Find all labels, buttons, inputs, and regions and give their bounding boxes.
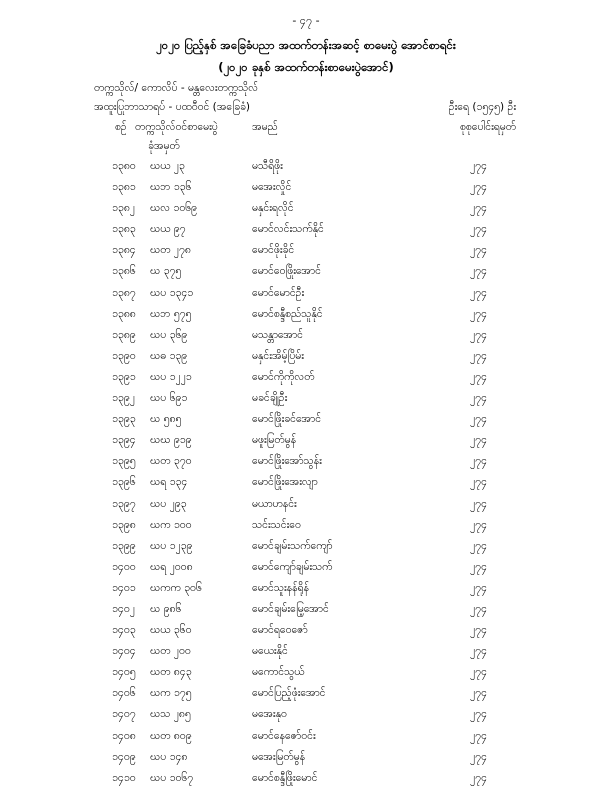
exam-id: ဃသ ၂၈၅: [150, 708, 191, 721]
row-number: ၁၃၈၃: [112, 223, 136, 236]
row-number: ၁၃၉၂: [112, 392, 135, 405]
table-row: [0, 265, 612, 286]
student-name: မသီရိဖိုး: [252, 160, 283, 172]
column-header-score: စုစုပေါင်းရမှတ်: [459, 121, 516, 133]
table-row: [0, 413, 612, 434]
exam-id: ဃဘ ၅၇၅: [150, 307, 192, 320]
student-name: မယာဟနင်း: [252, 497, 297, 510]
total-score: ၂၇၄: [470, 265, 487, 278]
row-number: ၁၃၉၉: [112, 539, 136, 552]
student-name: မကောင်သွယ်: [252, 666, 305, 679]
table-row: [0, 287, 612, 308]
row-number: ၁၄၀၇: [112, 708, 136, 721]
table-row: [0, 708, 612, 729]
row-number: ၁၃၉၆: [112, 476, 136, 489]
student-name: မောင်စန္ဒီစည်သူနိုင်: [252, 307, 323, 320]
total-score: ၂၇၄: [470, 581, 487, 594]
row-number: ၁၄၁၀: [112, 771, 136, 784]
exam-id: ဃယ ၉၇: [150, 223, 186, 236]
student-name: မအေးနုဝ: [252, 708, 287, 721]
row-number: ၁၄၀၉: [112, 750, 136, 763]
exam-id: ဃဃ ၉၁၉: [150, 434, 192, 447]
results-list: [0, 160, 612, 793]
total-score: ၂၇၄: [470, 602, 487, 615]
student-name: မောင်ဖိုးခိုင်: [252, 244, 295, 257]
exam-id: ဃပ ၆၉၁: [150, 392, 188, 405]
total-score: ၂၇၄: [470, 750, 487, 763]
row-number: ၁၄၀၅: [112, 666, 136, 679]
exam-id: ဃတ ၂၀၀: [150, 645, 191, 658]
student-name: မောင်ချမ်းမြေ့အောင်: [252, 602, 329, 615]
exam-id: ဃတ ၃၇၀: [150, 455, 192, 468]
total-score: ၂၇၄: [470, 160, 487, 172]
total-score: ၂၇၄: [470, 370, 487, 383]
total-score: ၂၇၄: [470, 666, 487, 679]
total-count-label: ဦးရေ (၁၅၄၅) ဦး: [448, 101, 516, 113]
row-number: ၁၃၈၆: [112, 265, 136, 278]
exam-id: ဃတ ၈၄၃: [150, 666, 192, 679]
total-score: ၂၇၄: [470, 539, 487, 552]
exam-id: ဃ ၅၈၅: [150, 413, 182, 426]
student-name: မောင်ဖြိုးခင်အောင်: [252, 413, 322, 426]
total-score: ၂၇၄: [470, 729, 487, 742]
student-name: မောင်လင်းသက်နိုင်: [252, 223, 324, 236]
total-score: ၂၇၄: [470, 455, 487, 468]
exam-id: ဃရ ၁၃၄: [150, 476, 188, 489]
exam-id: ဃပ ၁၃၄၁: [150, 286, 194, 299]
total-score: ၂၇၄: [470, 244, 487, 257]
student-name: မသန္တာအောင်: [252, 328, 303, 341]
row-number: ၁၄၀၃: [112, 624, 136, 637]
major-subject-label: အထူးပြုဘာသာရပ် - ပထဝီဝင် (အခြေခံ): [94, 101, 250, 113]
total-score: ၂၇၄: [470, 328, 487, 341]
page-number: - ၄၇ -: [292, 14, 320, 27]
student-name: မဖူးမြတ်မွန်: [252, 434, 297, 447]
row-number: ၁၃၈၈: [112, 307, 136, 320]
row-number: ၁၄၀၆: [112, 687, 136, 700]
student-name: မောင်ရဝေဇော်: [252, 624, 308, 637]
student-name: မအေးလှိုင်: [252, 181, 292, 194]
total-score: ၂၇၄: [470, 645, 487, 658]
total-score: ၂၇၄: [470, 518, 487, 531]
table-row: [0, 519, 612, 540]
column-header-no: စဉ်: [115, 121, 127, 133]
table-row: [0, 160, 612, 181]
table-row: [0, 603, 612, 624]
exam-id: ဃဓ ၁၃၉: [150, 349, 188, 362]
exam-id: ဃတ ၂၇၈: [150, 244, 191, 257]
student-name: မောင်နေဇော်ဝင်း: [252, 729, 316, 742]
total-score: ၂၇၄: [470, 434, 487, 447]
table-row: [0, 498, 612, 519]
exam-id: ဃရ ၂၀၀၈: [150, 560, 193, 573]
student-name: မောင်ပြည့်ဖုံးအောင်: [252, 687, 326, 700]
table-row: [0, 202, 612, 223]
row-number: ၁၃၈၄: [112, 244, 136, 257]
student-name: မောင်ကိုကိုလတ်: [252, 370, 315, 383]
row-number: ၁၃၈၂: [112, 202, 135, 215]
row-number: ၁၃၈၀: [112, 160, 136, 172]
row-number: ၁၃၉၄: [112, 434, 136, 447]
student-name: မောင်သူးနန်ရိုန်: [252, 581, 309, 594]
student-name: မောင်မောင်ဦး: [252, 286, 305, 299]
document-title: ၂၀၂၀ ပြည့်နှစ် အခြေခံပညာ အထက်တန်းအဆင့် စာမေးပွဲ အောင်စာရင်း: [156, 38, 456, 52]
total-score: ၂၇၄: [470, 624, 487, 637]
row-number: ၁၃၉၁: [112, 370, 136, 383]
row-number: ၁၄၀၄: [112, 645, 136, 658]
table-row: [0, 244, 612, 265]
document-subtitle: (၂၀၂၀ ခုနှစ် အထက်တန်းစာမေးပွဲအောင်): [218, 60, 394, 74]
exam-id: ဃယ ၃၆၀: [150, 624, 192, 637]
table-row: [0, 181, 612, 202]
exam-id: ဃပ ၁၀၆၇: [150, 771, 194, 784]
total-score: ၂၇၄: [470, 771, 487, 784]
exam-id: ဃက ၁၀၀: [150, 518, 192, 531]
table-row: [0, 476, 612, 497]
row-number: ၁၃၉၈: [112, 518, 136, 531]
exam-id: ဃဘ ၁၃၆: [150, 181, 192, 194]
table-row: [0, 455, 612, 476]
row-number: ၁၃၈၇: [112, 286, 136, 299]
table-row: [0, 223, 612, 244]
row-number: ၁၃၉၇: [112, 497, 136, 510]
exam-id: ဃပ ၁၄၈: [150, 750, 188, 763]
total-score: ၂၇၄: [470, 476, 487, 489]
exam-id: ဃပ ၂၉၃: [150, 497, 187, 510]
row-number: ၁၄၀၂: [112, 602, 135, 615]
student-name: မခင်ချိုဦး: [252, 392, 288, 405]
student-name: သင်းသင်းဝေ: [252, 518, 301, 531]
table-row: [0, 687, 612, 708]
table-row: [0, 392, 612, 413]
exam-id: ဃကက ၃၀၆: [150, 581, 202, 594]
table-row: [0, 624, 612, 645]
student-name: မအေးမြတ်မွန်: [252, 750, 306, 763]
table-row: [0, 434, 612, 455]
table-row: [0, 645, 612, 666]
student-name: မောင်ချမ်းသက်ကျော်: [252, 539, 333, 552]
total-score: ၂၇၄: [470, 392, 487, 405]
table-row: [0, 350, 612, 371]
student-name: မောင်ဝေဖြိုးအောင်: [252, 265, 321, 278]
exam-id: ဃပ ၁၂၃၉: [150, 539, 193, 552]
exam-id: ဃက ၁၇၅: [150, 687, 192, 700]
row-number: ၁၃၉၀: [112, 349, 136, 362]
student-name: မနှင်းအိမ့်ပြိမ်း: [252, 349, 304, 362]
student-name: မယေးနိုင်: [252, 645, 288, 658]
table-row: [0, 730, 612, 751]
exam-id: ဃပ ၁၂၂၁: [150, 370, 192, 383]
exam-id: ဃလ ၁၀၆၉: [150, 202, 198, 215]
student-name: မောင်ကျော်ချမ်းသက်: [252, 560, 333, 573]
student-name: မောင်ဖြိုးအော်သွန်း: [252, 455, 322, 468]
column-header-exam-id-sub: ခုံအမှတ်: [148, 140, 180, 152]
total-score: ၂၇၄: [470, 560, 487, 573]
row-number: ၁၃၉၅: [112, 455, 136, 468]
exam-id: ဃယ ၂၃: [150, 160, 185, 172]
exam-id: ဃပ ၃၆၉: [150, 328, 188, 341]
total-score: ၂၇၄: [470, 202, 487, 215]
table-row: [0, 329, 612, 350]
table-row: [0, 561, 612, 582]
table-row: [0, 772, 612, 793]
table-row: [0, 582, 612, 603]
table-row: [0, 666, 612, 687]
exam-id: ဃ ၉၈၆: [150, 602, 182, 615]
exam-id: ဃတ ၈၀၉: [150, 729, 192, 742]
table-row: [0, 751, 612, 772]
student-name: မောင်စန္ဒီဖြိုးမောင်: [252, 771, 318, 784]
total-score: ၂၇၄: [470, 497, 487, 510]
student-name: မနှင်းရလိုင်: [252, 202, 294, 215]
university-label: တက္ကသိုလ်/ ကောလိပ် - မန္တလေးတက္ကသိုလ်: [94, 82, 259, 94]
exam-id: ဃ ၃၇၅: [150, 265, 182, 278]
total-score: ၂၇၄: [470, 413, 487, 426]
row-number: ၁၄၀၈: [112, 729, 136, 742]
row-number: ၁၃၈၉: [112, 328, 136, 341]
row-number: ၁၃၉၃: [112, 413, 136, 426]
table-row: [0, 371, 612, 392]
row-number: ၁၄၀၀: [112, 560, 136, 573]
total-score: ၂၇၄: [470, 349, 487, 362]
row-number: ၁၃၈၁: [112, 181, 136, 194]
total-score: ၂၇၄: [470, 307, 487, 320]
total-score: ၂၇၄: [470, 181, 487, 194]
total-score: ၂၇၄: [470, 286, 487, 299]
total-score: ၂၇၄: [470, 687, 487, 700]
table-row: [0, 540, 612, 561]
column-header-name: အမည်: [252, 121, 278, 133]
table-row: [0, 308, 612, 329]
total-score: ၂၇၄: [470, 708, 487, 721]
column-header-exam-id: တက္ကသိုလ်ဝင်စာမေးပွဲ: [135, 121, 218, 133]
row-number: ၁၄၀၁: [112, 581, 136, 594]
student-name: မောင်ဖြိုးအေးလျာ: [252, 476, 318, 489]
total-score: ၂၇၄: [470, 223, 487, 236]
